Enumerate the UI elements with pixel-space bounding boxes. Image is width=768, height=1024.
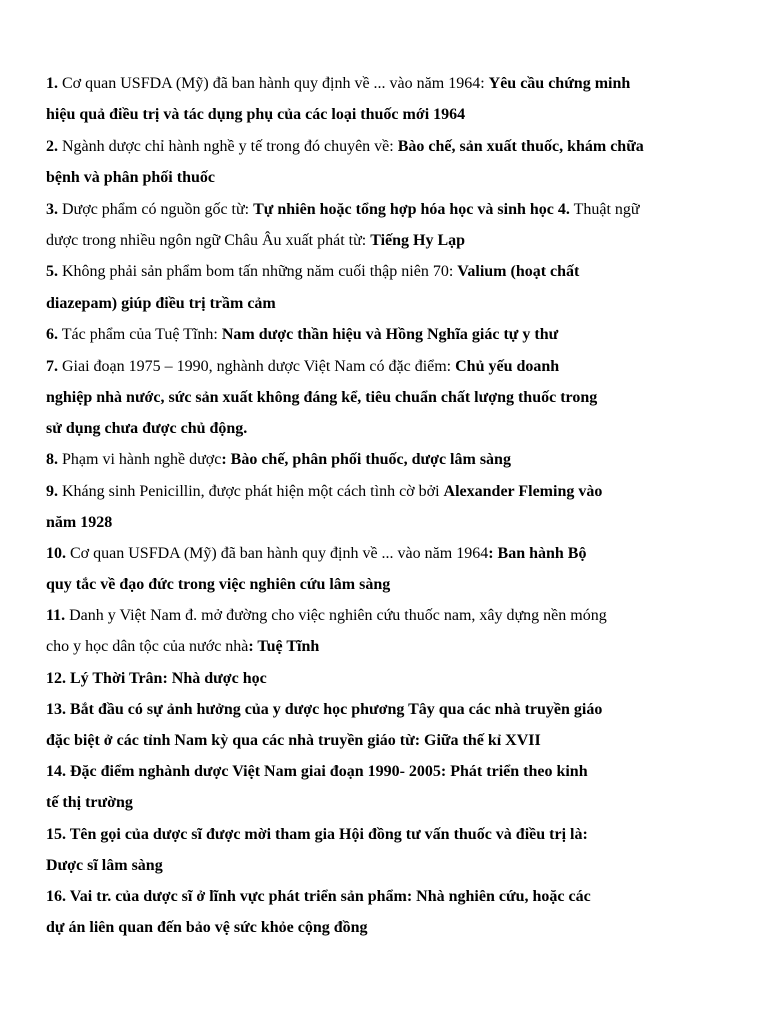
- question-4-line-2: [46, 231, 465, 251]
- question-13-line-2: [46, 731, 541, 751]
- question-text: Kháng sinh Penicillin, được phát hiện một cách tình cờ bởi: [58, 483, 444, 500]
- question-number: 4.: [553, 201, 570, 218]
- question-number: 7.: [46, 358, 58, 375]
- question-text: dược trong nhiều ngôn ngữ Châu Âu xuất phát từ:: [46, 232, 371, 249]
- question-3-line-1: [46, 200, 640, 220]
- question-number: 15.: [46, 826, 66, 843]
- question-number: 2.: [46, 138, 58, 155]
- question-number: 16.: [46, 888, 66, 905]
- question-15-line-1: [46, 825, 588, 845]
- answer-text: tế thị trường: [46, 794, 133, 811]
- answer-text: Alexander Fleming vào: [443, 483, 603, 500]
- question-number: 1.: [46, 75, 58, 92]
- question-text: Danh y Việt Nam đ. mở đường cho việc nghiên cứu thuốc nam, xây dựng nền móng: [65, 607, 607, 624]
- question-11-line-2: [46, 637, 319, 657]
- answer-text: Đặc điểm nghành dược Việt Nam giai đoạn 1990- 2005: Phát triển theo kinh: [66, 763, 588, 780]
- question-number: 5.: [46, 263, 58, 280]
- answer-text: Bào chế, sản xuất thuốc, khám chữa: [397, 138, 644, 155]
- question-7-line-2: [46, 388, 597, 408]
- question-number: 14.: [46, 763, 66, 780]
- question-number: 8.: [46, 451, 58, 468]
- question-number: 9.: [46, 483, 58, 500]
- question-text: Phạm vi hành nghề dược: [58, 451, 222, 468]
- question-text: Ngành dược chỉ hành nghề y tế trong đó chuyên về:: [58, 138, 398, 155]
- question-13-line-1: [46, 700, 602, 720]
- answer-text: Vai tr. của dược sĩ ở lĩnh vực phát triển sản phẩm: Nhà nghiên cứu, hoặc các: [66, 888, 591, 905]
- answer-text: Bắt đầu có sự ảnh hưởng của y dược học phương Tây qua các nhà truyền giáo: [66, 701, 603, 718]
- question-text: Tác phẩm của Tuệ Tĩnh:: [58, 326, 222, 343]
- question-number: 13.: [46, 701, 66, 718]
- answer-text: bệnh và phân phối thuốc: [46, 169, 215, 186]
- answer-text: : Bào chế, phân phối thuốc, dược lâm sàng: [221, 451, 511, 468]
- answer-text: dự án liên quan đến bảo vệ sức khỏe cộng đồng: [46, 919, 368, 936]
- answer-text: Chủ yếu doanh: [455, 358, 560, 375]
- question-6-line-1: [46, 325, 558, 345]
- question-2-line-1: [46, 137, 644, 157]
- question-text: Cơ quan USFDA (Mỹ) đã ban hành quy định về ... vào năm 1964:: [58, 75, 489, 92]
- question-10-line-1: [46, 544, 586, 564]
- question-16-line-1: [46, 887, 591, 907]
- answer-text: Valium (hoạt chất: [457, 263, 580, 280]
- answer-text: Nam dược thần hiệu và Hồng Nghĩa giác tự y thư: [221, 326, 559, 343]
- answer-text: năm 1928: [46, 514, 113, 531]
- question-8-line-1: [46, 450, 511, 470]
- question-1-line-1: [46, 74, 630, 94]
- question-15-line-2: [46, 856, 163, 876]
- question-text: Không phải sản phẩm bom tấn những năm cuối thập niên 70:: [58, 263, 458, 280]
- question-5-line-1: [46, 262, 579, 282]
- question-9-line-1: [46, 482, 602, 502]
- answer-text: diazepam) giúp điều trị trầm cảm: [46, 295, 276, 312]
- answer-text: Tự nhiên hoặc tổng hợp hóa học và sinh học: [253, 201, 554, 218]
- question-9-line-2: [46, 513, 112, 533]
- question-10-line-2: [46, 575, 390, 595]
- answer-text: : Ban hành Bộ: [488, 545, 587, 562]
- answer-text: Lý Thời Trân: Nhà dược học: [66, 670, 267, 687]
- question-number: 3.: [46, 201, 58, 218]
- question-text: Dược phẩm có nguồn gốc từ:: [58, 201, 254, 218]
- question-text: Cơ quan USFDA (Mỹ) đã ban hành quy định về ... vào năm 1964: [66, 545, 489, 562]
- question-number: 6.: [46, 326, 58, 343]
- answer-text: Tên gọi của dược sĩ được mời tham gia Hội đồng tư vấn thuốc và điều trị là:: [66, 826, 588, 843]
- question-2-line-2: [46, 168, 215, 188]
- question-7-line-1: [46, 357, 559, 377]
- question-12-line-1: [46, 669, 267, 689]
- question-16-line-2: [46, 918, 368, 938]
- question-text: Thuật ngữ: [569, 201, 640, 218]
- answer-text: : Tuệ Tĩnh: [248, 638, 320, 655]
- answer-text: Dược sĩ lâm sàng: [46, 857, 163, 874]
- answer-text: quy tắc về đạo đức trong việc nghiên cứu lâm sàng: [46, 576, 391, 593]
- question-text: cho y học dân tộc của nước nhà: [46, 638, 249, 655]
- question-14-line-2: [46, 793, 133, 813]
- answer-text: Yêu cầu chứng minh: [488, 75, 631, 92]
- answer-text: hiệu quả điều trị và tác dụng phụ của các loại thuốc mới 1964: [46, 106, 466, 123]
- question-text: Giai đoạn 1975 – 1990, nghành dược Việt Nam có đặc điểm:: [58, 358, 456, 375]
- question-number: 12.: [46, 670, 66, 687]
- question-11-line-1: [46, 606, 607, 626]
- answer-text: Tiếng Hy Lạp: [370, 232, 466, 249]
- answer-text: sử dụng chưa được chủ động.: [46, 420, 248, 437]
- question-number: 11.: [46, 607, 66, 624]
- question-5-line-2: [46, 294, 276, 314]
- question-1-line-2: [46, 105, 465, 125]
- question-number: 10.: [46, 545, 66, 562]
- question-14-line-1: [46, 762, 588, 782]
- answer-text: đặc biệt ở các tỉnh Nam kỳ qua các nhà truyền giáo từ: Giữa thế kỉ XVII: [46, 732, 541, 749]
- question-7-line-3: [46, 419, 247, 439]
- answer-text: nghiệp nhà nước, sức sản xuất không đáng kể, tiêu chuẩn chất lượng thuốc trong: [46, 389, 598, 406]
